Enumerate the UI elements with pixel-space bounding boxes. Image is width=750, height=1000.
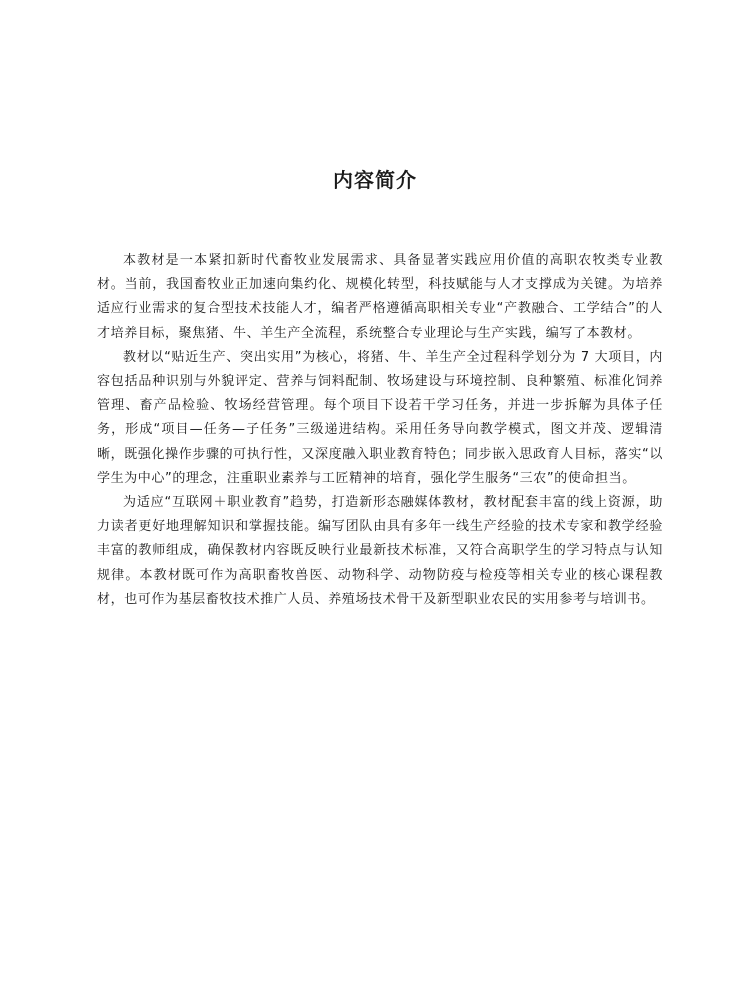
- paragraph-resources: 为适应“互联网＋职业教育”趋势，打造新形态融媒体教材，教材配套丰富的线上资源，助力读者更好地理解知识和掌握技能。编写团队由具有多年一线生产经验的技术专家和教学经验丰富的教师组成，确保教材内容既反映行业最新技术标准，又符合高职学生的学习特点与认知规律。本教材既可作为高职畜牧兽医、动物科学、动物防疫与检疫等相关专业的核心课程教材，也可作为基层畜牧技术推广人员、养殖场技术骨干及新型职业农民的实用参考与培训书。: [97, 495, 663, 607]
- paragraph-structure: 教材以“贴近生产、突出实用”为核心，将猪、牛、羊生产全过程科学划分为 7 大项目，内容包括品种识别与外貌评定、营养与饲料配制、牧场建设与环境控制、良种繁殖、标准化饲养管理、畜产品检验、牧场经营管理。每个项目下设若干学习任务，并进一步拆解为具体子任务，形成“项目—任务—子任务”三级递进结构。采用任务导向教学模式，图文并茂、逻辑清晰，既强化操作步骤的可执行性，又深度融入职业教育特色；同步嵌入思政育人目标，落实“以学生为中心”的理念，注重职业素养与工匠精神的培育，强化学生服务“三农”的使命担当。: [97, 349, 663, 486]
- paragraph-intro: 本教材是一本紧扣新时代畜牧业发展需求、具备显著实践应用价值的高职农牧类专业教材。当前，我国畜牧业正加速向集约化、规模化转型，科技赋能与人才支撑成为关键。为培养适应行业需求的复合型技术技能人才，编者严格遵循高职相关专业“产教融合、工学结合”的人才培养目标，聚焦猪、牛、羊生产全流程，系统整合专业理论与生产实践，编写了本教材。: [97, 253, 663, 341]
- content-body: [97, 249, 663, 612]
- page-title: 内容简介: [333, 168, 417, 192]
